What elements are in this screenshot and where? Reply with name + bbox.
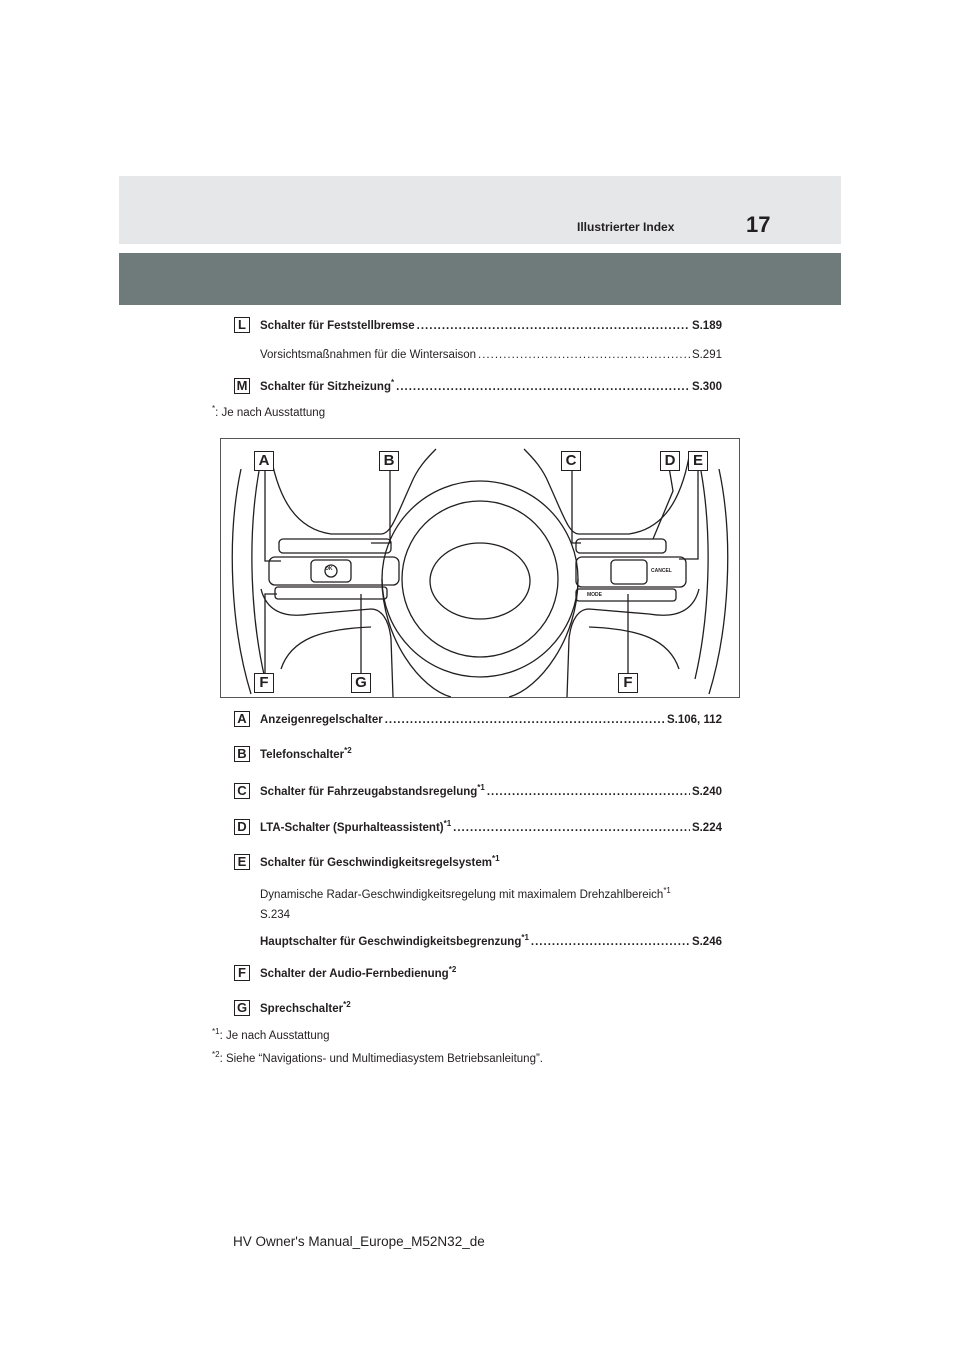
footnote-2: $^{*2}$: Siehe “Navigations- und Multimediasystem Betriebsanleitung”. xyxy=(212,1050,543,1065)
entry-label: Schalter für Fahrzeugabstandsregelung$^{*1}$ xyxy=(260,783,485,798)
callout-a: A xyxy=(254,451,274,471)
entry-page-ref: S.224 xyxy=(691,822,722,834)
entry-label: Anzeigenregelschalter xyxy=(260,714,383,726)
entry-label: Schalter der Audio-Fernbedienung$^{*2}$ xyxy=(260,965,457,980)
entry-page-ref: S.291 xyxy=(691,349,722,361)
header-band xyxy=(119,176,841,244)
callout-f-left: F xyxy=(254,673,274,693)
entry-page-ref: S.234 xyxy=(260,909,291,921)
entry-label: Hauptschalter für Geschwindigkeitsbegrenzung$^{*1}$ xyxy=(260,933,529,948)
letter-badge: F xyxy=(234,965,250,981)
entry-label: Dynamische Radar-Geschwindigkeitsregelung mit maximalem Drehzahlbereich$^{*1}$ xyxy=(260,886,671,901)
entry-page-ref: S.106, 112 xyxy=(667,714,722,726)
letter-badge: A xyxy=(234,711,250,727)
callout-g: G xyxy=(351,673,371,693)
letter-badge: C xyxy=(234,783,250,799)
callout-f-right: F xyxy=(618,673,638,693)
entry-label: LTA-Schalter (Spurhalteassistent)$^{*1}$ xyxy=(260,819,452,834)
entry-label: Telefonschalter$^{*2}$ xyxy=(260,746,352,761)
steering-wheel-figure xyxy=(220,438,740,698)
leader-dots xyxy=(478,348,690,362)
mode-button-label: MODE xyxy=(587,592,602,598)
callout-b: B xyxy=(379,451,399,471)
callout-c: C xyxy=(561,451,581,471)
letter-badge: L xyxy=(234,317,250,333)
letter-badge: G xyxy=(234,1000,250,1016)
entry-page-ref: S.189 xyxy=(691,320,722,332)
entry-page-ref: S.246 xyxy=(691,936,722,948)
letter-badge: E xyxy=(234,854,250,870)
leader-dots xyxy=(453,821,690,835)
entry-label: Schalter für Sitzheizung* xyxy=(260,378,395,393)
leader-dots xyxy=(417,319,690,333)
leader-dots xyxy=(531,935,690,949)
callout-e: E xyxy=(688,451,708,471)
leader-dots xyxy=(396,380,690,394)
letter-badge: M xyxy=(234,378,250,394)
page-number: 17 xyxy=(746,212,771,237)
footnote-top: *: Je nach Ausstattung xyxy=(212,404,326,419)
entry-label: Schalter für Geschwindigkeitsregelsystem$^{*1}$ xyxy=(260,854,500,869)
leader-dots xyxy=(385,713,665,727)
leader-dots xyxy=(487,785,690,799)
entry-e-sub-radar xyxy=(260,888,722,922)
page-footer: HV Owner's Manual_Europe_M52N32_de xyxy=(233,1234,485,1249)
callout-d: D xyxy=(660,451,680,471)
entry-page-ref: S.240 xyxy=(691,786,722,798)
ok-button-label: OK xyxy=(325,566,333,572)
letter-badge: D xyxy=(234,819,250,835)
letter-badge: B xyxy=(234,746,250,762)
cancel-button-label: CANCEL xyxy=(651,568,672,574)
entry-page-ref: S.300 xyxy=(691,381,722,393)
section-banner xyxy=(119,253,841,305)
footnote-1: $^{*1}$: Je nach Ausstattung xyxy=(212,1027,330,1042)
entry-label: Schalter für Feststellbremse xyxy=(260,320,415,332)
entry-label: Vorsichtsmaßnahmen für die Wintersaison xyxy=(260,349,477,361)
section-title: Illustrierter Index xyxy=(577,220,675,234)
entry-label: Sprechschalter$^{*2}$ xyxy=(260,1000,351,1015)
